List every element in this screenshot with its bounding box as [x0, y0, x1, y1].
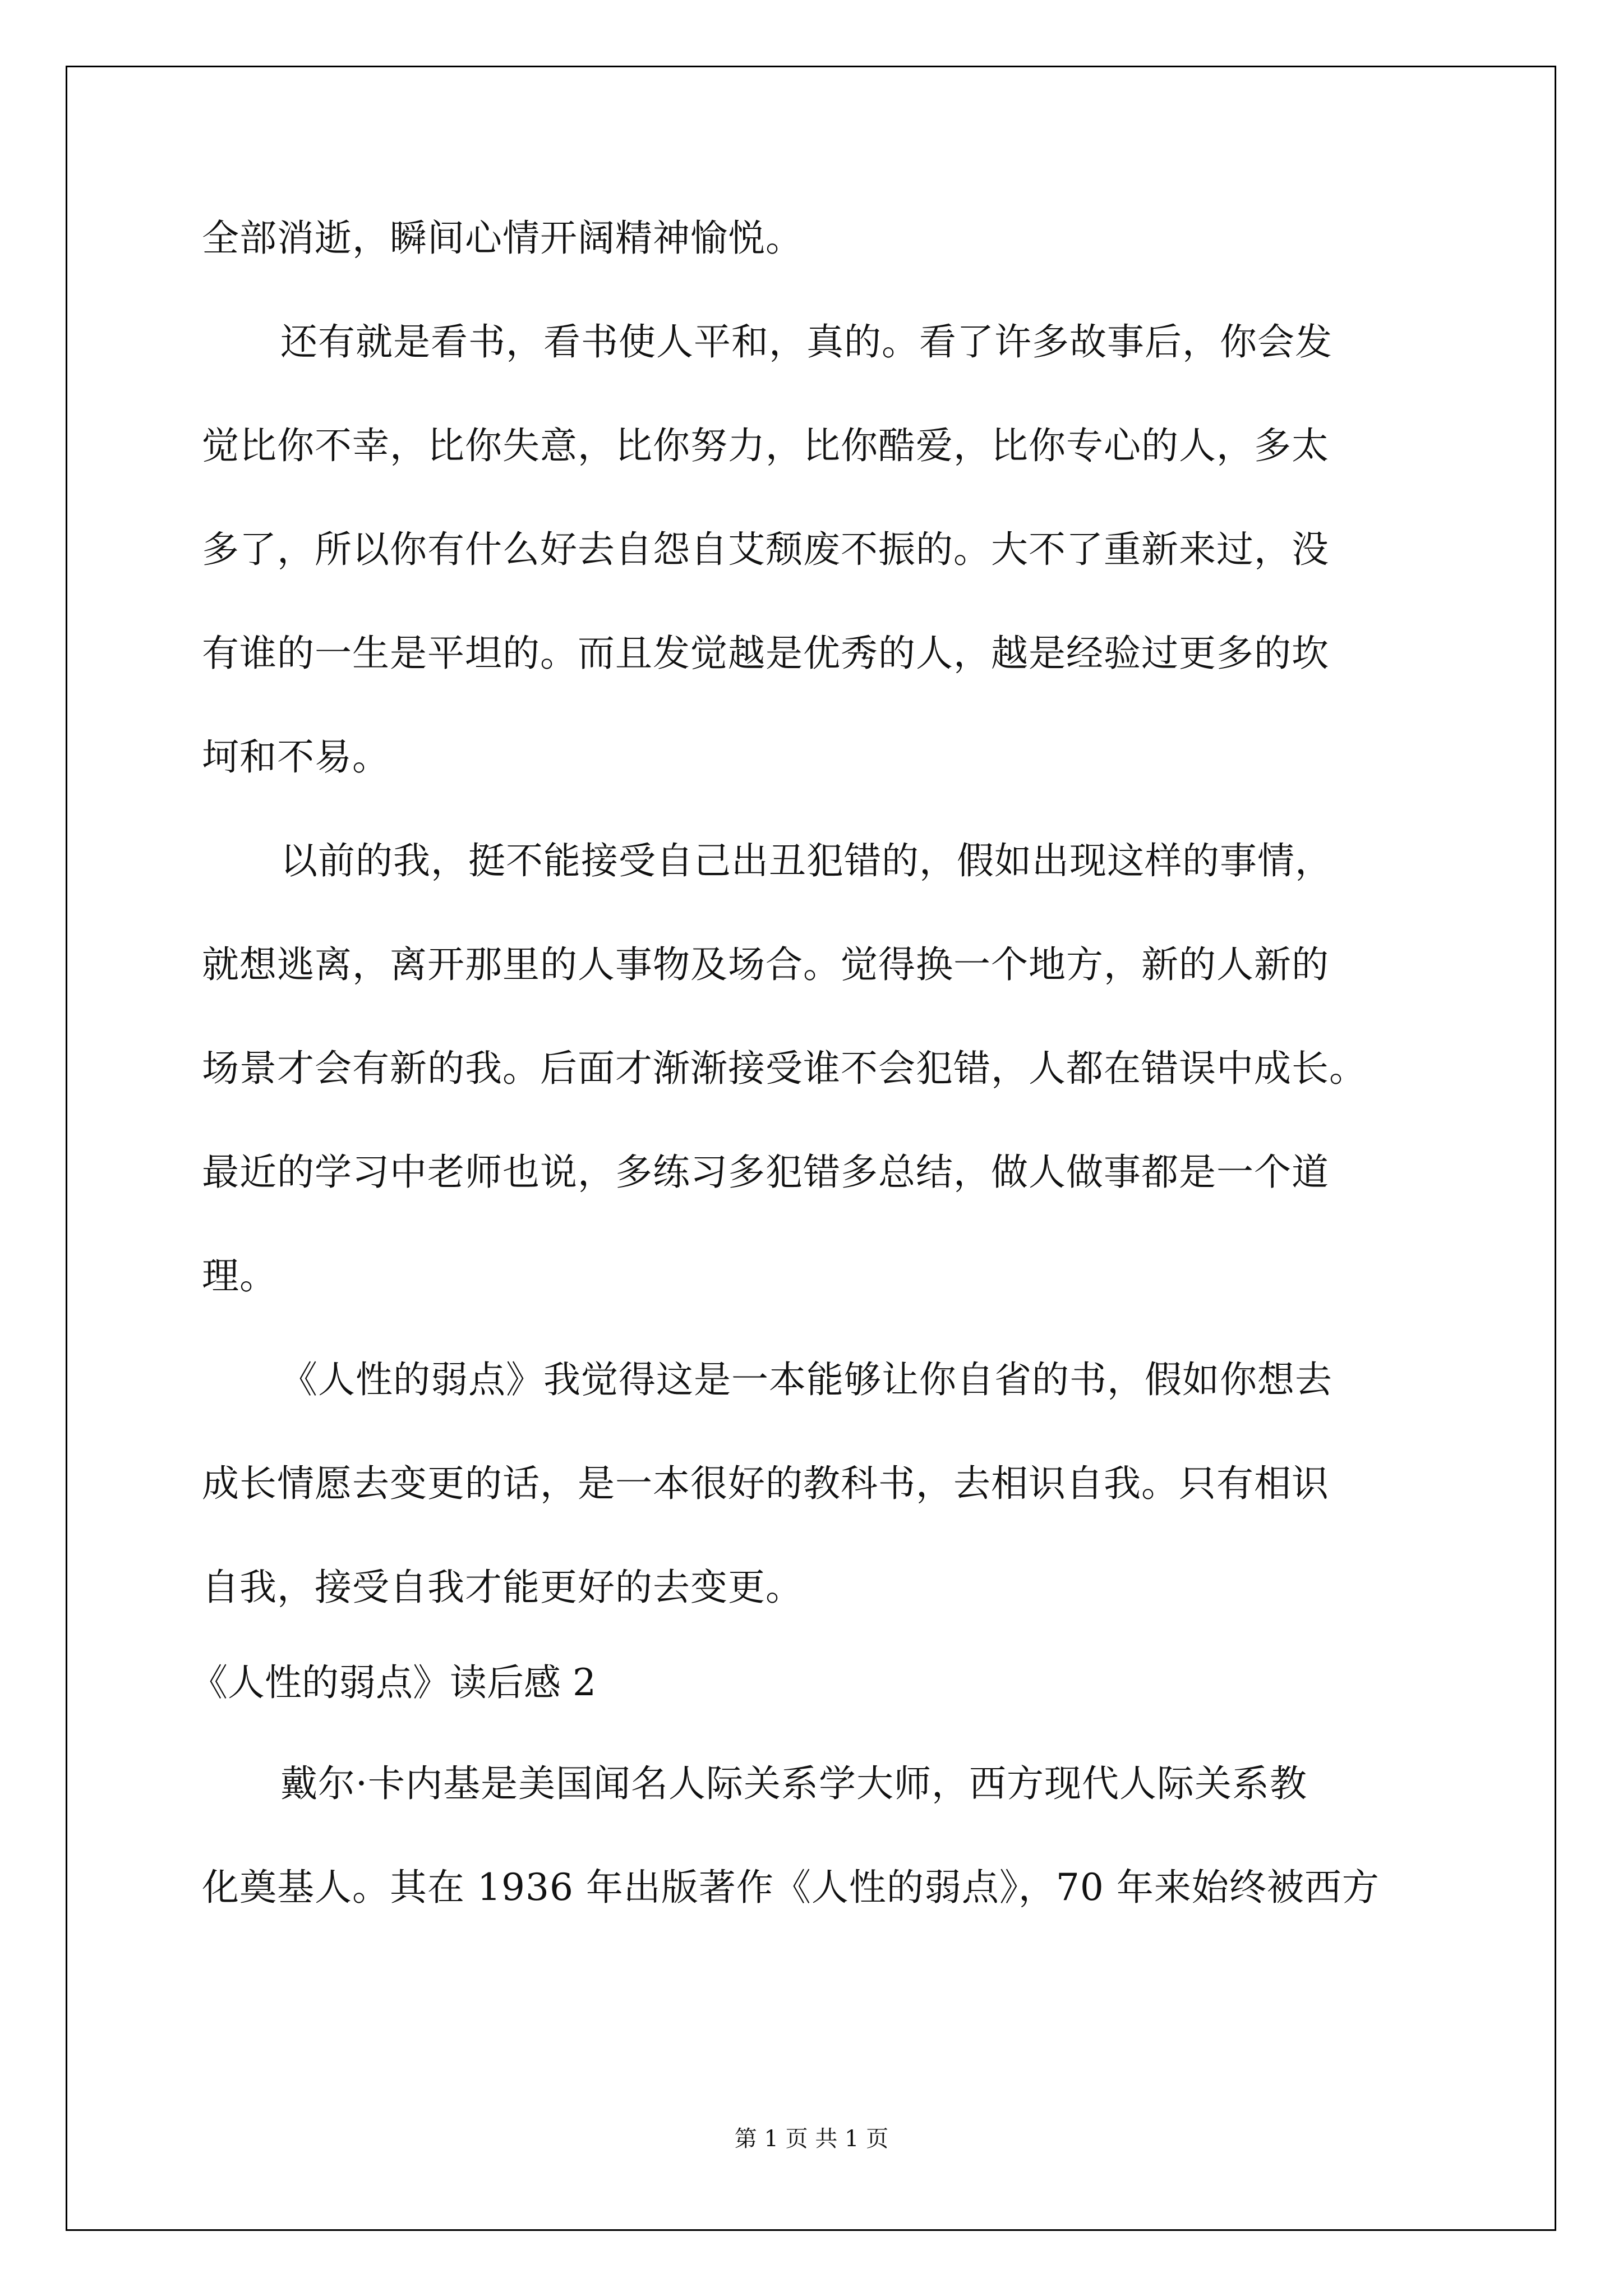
- text-line: 成长情愿去变更的话，是一本很好的教科书，去相识自我。只有相识: [202, 1462, 1329, 1505]
- text-line: 觉比你不幸，比你失意，比你努力，比你酷爱，比你专心的人，多太: [202, 424, 1329, 467]
- section-heading: 《人性的弱点》读后感 2: [191, 1661, 596, 1704]
- text-line: 还有就是看书，看书使人平和，真的。看了许多故事后，你会发: [280, 320, 1332, 364]
- text-line: 化奠基人。其在 1936 年出版著作《人性的弱点》，70 年来始终被西方: [202, 1866, 1380, 1909]
- text-line: 最近的学习中老师也说，多练习多犯错多总结，做人做事都是一个道: [202, 1151, 1329, 1194]
- text-line: 《人性的弱点》我觉得这是一本能够让你自省的书，假如你想去: [280, 1358, 1332, 1401]
- text-line: 自我，接受自我才能更好的去变更。: [202, 1566, 803, 1609]
- text-line: 戴尔·卡内基是美国闻名人际关系学大师，西方现代人际关系教: [280, 1762, 1307, 1805]
- text-line: 就想逃离，离开那里的人事物及场合。觉得换一个地方，新的人新的: [202, 943, 1329, 986]
- text-line: 有谁的一生是平坦的。而且发觉越是优秀的人，越是经验过更多的坎: [202, 632, 1329, 675]
- text-line: 坷和不易。: [202, 735, 390, 779]
- text-line: 以前的我，挺不能接受自己出丑犯错的，假如出现这样的事情，: [280, 839, 1332, 882]
- page-footer: 第 1 页 共 1 页: [734, 2126, 889, 2152]
- text-line: 全部消逝，瞬间心情开阔精神愉悦。: [202, 217, 803, 260]
- text-line: 多了，所以你有什么好去自怨自艾颓废不振的。大不了重新来过，没: [202, 528, 1329, 571]
- text-line: 理。: [202, 1254, 277, 1297]
- text-line: 场景才会有新的我。后面才渐渐接受谁不会犯错，人都在错误中成长。: [202, 1047, 1367, 1090]
